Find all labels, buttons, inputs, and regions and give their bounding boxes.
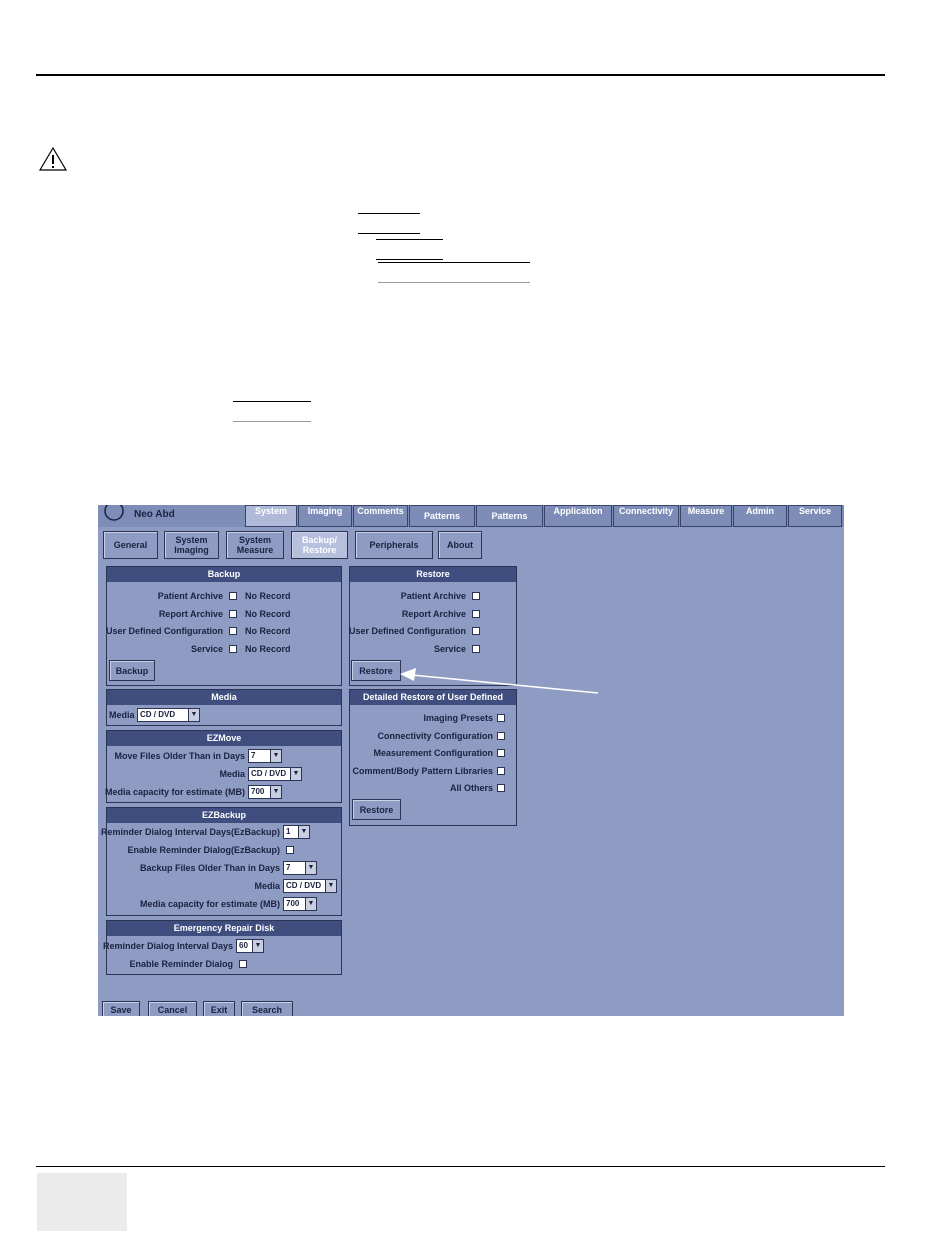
emergency-enable-label: Enable Reminder Dialog	[129, 959, 233, 969]
backup-title: Backup	[107, 567, 341, 582]
backup-status: No Record	[245, 626, 291, 636]
chevron-down-icon: ▼	[325, 880, 336, 892]
subtab-about[interactable]: About	[438, 531, 482, 559]
emergency-title: Emergency Repair Disk	[107, 921, 341, 936]
chevron-down-icon: ▼	[290, 768, 301, 780]
ezmove-title: EZMove	[107, 731, 341, 746]
restore-button[interactable]: Restore	[351, 660, 401, 681]
save-button[interactable]: Save	[102, 1001, 140, 1016]
backup-status: No Record	[245, 644, 291, 654]
backup-status: No Record	[245, 591, 291, 601]
detailed-restore-button[interactable]: Restore	[352, 799, 401, 820]
emergency-interval-value: 60	[239, 941, 248, 950]
restore-item-label: Patient Archive	[400, 591, 466, 601]
subtab-peripherals[interactable]: Peripherals	[355, 531, 433, 559]
backup-item-label: Patient Archive	[157, 591, 223, 601]
restore-item-label: Service	[433, 644, 466, 654]
restore-title: Restore	[350, 567, 516, 582]
detailed-restore-item-label: All Others	[449, 783, 493, 793]
chevron-down-icon: ▼	[252, 940, 263, 952]
ezmove-days-value: 7	[251, 751, 256, 760]
ezbackup-enable-label: Enable Reminder Dialog(EzBackup)	[127, 845, 280, 855]
ezbackup-title: EZBackup	[107, 808, 341, 823]
backup-item-label: Service	[190, 644, 223, 654]
probe-subtitle: Neo Abd	[134, 509, 175, 520]
ezbackup-days-value: 7	[286, 863, 291, 872]
cancel-button[interactable]: Cancel	[148, 1001, 197, 1016]
chevron-down-icon: ▼	[298, 826, 309, 838]
tab-admin[interactable]: Admin	[733, 505, 787, 527]
chevron-down-icon: ▼	[188, 709, 199, 721]
backup-item-label: User Defined Configuration	[105, 626, 223, 636]
ezbackup-capacity-label: Media capacity for estimate (MB)	[139, 899, 280, 909]
chevron-down-icon: ▼	[305, 862, 316, 874]
detailed-restore-item-label: Connectivity Configuration	[377, 731, 493, 741]
detailed-restore-item-label: Imaging Presets	[423, 713, 493, 723]
ezbackup-days-label: Backup Files Older Than in Days	[139, 863, 280, 873]
ezmove-media-label: Media	[219, 769, 245, 779]
detailed-restore-item-label: Comment/Body Pattern Libraries	[352, 766, 493, 776]
subtab-system-measure[interactable]: System Measure	[226, 531, 284, 559]
subtab-backup-restore[interactable]: Backup/ Restore	[291, 531, 348, 559]
ezmove-media-value: CD / DVD	[251, 769, 287, 778]
subtab-general[interactable]: General	[103, 531, 158, 559]
ezbackup-interval-value: 1	[286, 827, 291, 836]
tab-imaging[interactable]: Imaging	[298, 505, 352, 527]
ezmove-days-label: Move Files Older Than in Days	[114, 751, 245, 761]
exit-button[interactable]: Exit	[203, 1001, 235, 1016]
tab-measure[interactable]: Measure	[680, 505, 732, 527]
tab-patterns-2[interactable]: Patterns	[476, 505, 543, 527]
tab-patterns-1[interactable]: Patterns	[409, 505, 475, 527]
ezbackup-media-value: CD / DVD	[286, 881, 322, 890]
ezbackup-interval-label: Reminder Dialog Interval Days(EzBackup)	[100, 827, 280, 837]
ezbackup-capacity-value: 700	[286, 899, 300, 908]
tab-connectivity[interactable]: Connectivity	[613, 505, 679, 527]
chevron-down-icon: ▼	[270, 786, 281, 798]
detailed-restore-title: Detailed Restore of User Defined	[350, 690, 516, 705]
media-value: CD / DVD	[140, 710, 176, 719]
media-title: Media	[107, 690, 341, 705]
ezbackup-media-label: Media	[254, 881, 280, 891]
tab-comments[interactable]: Comments	[353, 505, 408, 527]
emergency-interval-label: Reminder Dialog Interval Days	[102, 941, 233, 951]
detailed-restore-item-label: Measurement Configuration	[373, 748, 493, 758]
tab-application[interactable]: Application	[544, 505, 612, 527]
tab-system[interactable]: System	[245, 505, 297, 527]
chevron-down-icon: ▼	[270, 750, 281, 762]
subtab-system-imaging[interactable]: System Imaging	[164, 531, 219, 559]
backup-button[interactable]: Backup	[109, 660, 155, 681]
media-label: Media	[109, 710, 135, 720]
backup-status: No Record	[245, 609, 291, 619]
chevron-down-icon: ▼	[305, 898, 316, 910]
search-button[interactable]: Search	[241, 1001, 293, 1016]
restore-item-label: Report Archive	[401, 609, 466, 619]
tab-service[interactable]: Service	[788, 505, 842, 527]
restore-item-label: User Defined Configuration	[348, 626, 466, 636]
ezmove-capacity-value: 700	[251, 787, 265, 796]
backup-item-label: Report Archive	[158, 609, 223, 619]
ezmove-capacity-label: Media capacity for estimate (MB)	[104, 787, 245, 797]
